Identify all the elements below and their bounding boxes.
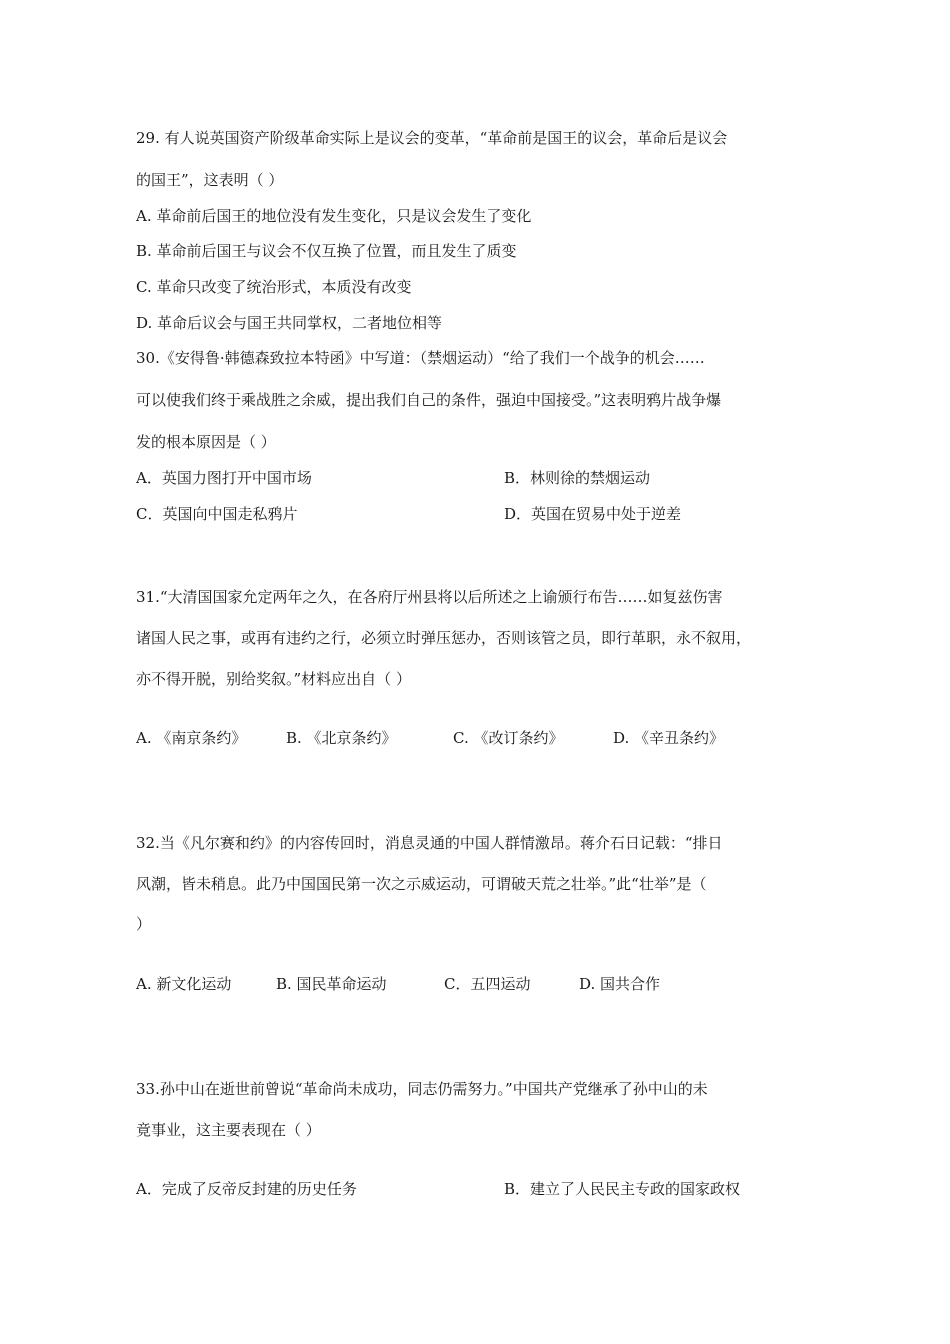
question-29-option-c: C. 革命只改变了统治形式，本质没有改变 bbox=[136, 278, 412, 296]
question-31-option-a: A. 《南京条约》 bbox=[136, 729, 247, 747]
question-31-option-c: C. 《改订条约》 bbox=[453, 729, 564, 747]
question-33-option-b: B．建立了人民民主专政的国家政权 bbox=[504, 1180, 741, 1198]
question-31-option-d: D. 《辛丑条约》 bbox=[613, 729, 725, 747]
question-30-option-d: D．英国在贸易中处于逆差 bbox=[504, 505, 682, 523]
question-29-option-d: D. 革命后议会与国王共同掌权，二者地位相等 bbox=[136, 314, 443, 332]
question-29-option-a: A. 革命前后国王的地位没有发生变化，只是议会发生了变化 bbox=[136, 207, 532, 225]
question-33-stem-line-1: 33.孙中山在逝世前曾说“革命尚未成功，同志仍需努力。”中国共产党继承了孙中山的未 bbox=[136, 1080, 708, 1098]
question-32-option-b: B. 国民革命运动 bbox=[276, 975, 387, 993]
question-31-stem-line-3: 亦不得开脱，别给奖叙。”材料应出自（ ） bbox=[136, 670, 411, 688]
question-29-option-b: B. 革命前后国王与议会不仅互换了位置，而且发生了质变 bbox=[136, 242, 517, 260]
question-30-stem-line-2: 可以使我们终于乘战胜之余威，提出我们自己的条件，强迫中国接受。”这表明鸦片战争爆 bbox=[136, 391, 722, 409]
question-32-stem-line-2: 风潮，皆未稍息。此乃中国国民第一次之示威运动，可谓破天荒之壮举。”此“壮举”是（ bbox=[136, 875, 707, 893]
question-32-stem-line-3: ） bbox=[136, 915, 152, 933]
question-29-stem-line-1: 29. 有人说英国资产阶级革命实际上是议会的变革，“革命前是国王的议会，革命后是议会 bbox=[136, 129, 728, 147]
question-31-stem-line-1: 31.“大清国国家允定两年之久，在各府厅州县将以后所述之上谕颁行布告……如复兹伤害 bbox=[136, 588, 723, 606]
question-30-option-b: B．林则徐的禁烟运动 bbox=[504, 469, 651, 487]
question-30-stem-line-3: 发的根本原因是（ ） bbox=[136, 433, 276, 451]
question-32-option-d: D. 国共合作 bbox=[579, 975, 661, 993]
question-32-option-a: A. 新文化运动 bbox=[136, 975, 232, 993]
question-31-stem-line-2: 诸国人民之事，或再有违约之行，必须立时弹压惩办，否则该管之员，即行革职，永不叙用， bbox=[136, 629, 752, 647]
question-29-stem-line-2: 的国王”，这表明（ ） bbox=[136, 171, 284, 189]
question-32-option-c: C．五四运动 bbox=[444, 975, 531, 993]
question-31-option-b: B. 《北京条约》 bbox=[286, 729, 397, 747]
question-32-stem-line-1: 32.当《凡尔赛和约》的内容传回时，消息灵通的中国人群情激昂。蒋介石日记载：“排日 bbox=[136, 834, 723, 852]
question-33-stem-line-2: 竟事业，这主要表现在（ ） bbox=[136, 1121, 321, 1139]
question-30-option-c: C．英国向中国走私鸦片 bbox=[136, 505, 298, 523]
question-33-option-a: A．完成了反帝反封建的历史任务 bbox=[136, 1180, 357, 1198]
question-30-option-a: A．英国力图打开中国市场 bbox=[136, 469, 312, 487]
question-30-stem-line-1: 30.《安得鲁·韩德森致拉本特函》中写道：（禁烟运动）“给了我们一个战争的机会…… bbox=[136, 349, 705, 367]
